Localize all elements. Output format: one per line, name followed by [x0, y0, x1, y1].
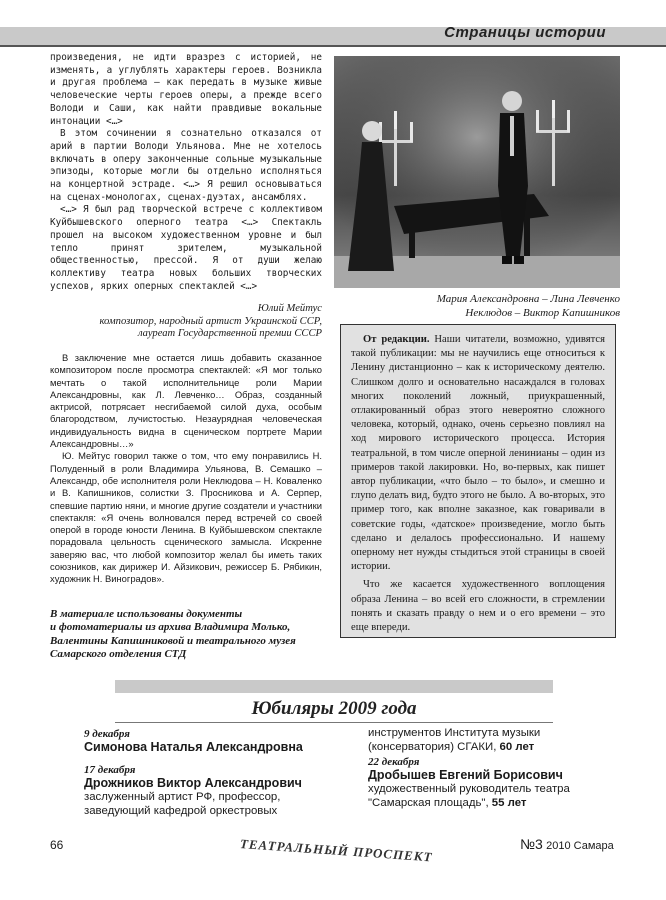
signature: [50, 303, 322, 341]
jubilee-name: Дробышев Евгений Борисович: [368, 768, 563, 782]
jubilee-desc: заведующий кафедрой оркестровых: [84, 805, 278, 817]
jubilee-desc: художественный руководитель театра: [368, 783, 570, 795]
letter-paragraph: В этом сочинении я сознательно отказался от арий в партии Володи Ульянова. Мне не хотелось включать в оперу законченные сольные музыкальные эпизоды, которые могли бы отдельно исполняться на концертной эстраде. <…> Я решил основываться на сценах-монологах, сценах-дуэтах, ансамблях.: [50, 128, 322, 203]
magazine-logo: ТЕАТРАЛЬНЫЙ ПРОСПЕКТ: [239, 836, 434, 865]
stage-photo: [334, 56, 620, 288]
editor-note-text: [351, 333, 605, 635]
signature-name: Юлий Мейтус: [257, 303, 322, 314]
body-paragraph: Ю. Мейтус говорил также о том, что ему понравились Н. Полуденный в роли Владимира Ульянова, В. Семашко – Александр, обе исполнителя роли Неклюдова – Н. Коваленко и В. Капишников, солистки З. Просникова и А. Серпер, спевшие партию няни, и многие другие создатели и участники спектакля: «Я очень волновался перед встречей со своей оперой в городе юности Ленина. В Куйбышевском спектакле порадовала цельность сценического замысла. Искренне заверяю вас, что любой композитор желал бы иметь таких союзников, как дирижер И. Айзикович, режиссер Б. Рябикин, художник Н. Виноградов».: [50, 450, 323, 585]
jubilee-desc-text: "Самарская площадь",: [368, 797, 489, 809]
jubilee-desc: [368, 796, 628, 810]
article-body: [50, 352, 322, 586]
credit-line: В материале использованы документы: [50, 608, 243, 620]
page-number: 66: [50, 838, 64, 852]
issue-number: №3: [520, 836, 543, 852]
editor-note-box: [340, 324, 616, 638]
editor-note-paragraph: Наши читатели, возможно, удивятся такой публикации: мы не научились еще относиться к Ленину дистанционно – как к историческому деятелю. Слишком долго и основательно насаждался в головах многих поколений ложный, приукрашенный, отлакированный образ этого невероятно сложного человека, который, однако, очень серьезно повлиял на ход мирового исторического процесса. История театральной, в том числе оперной ленинианы – один из примеров такой лакировки. Но, во-первых, как пишет автор публикации, «что было – то было», и смешно и глупо делать вид, будто этого не было. А во-вторых, это пример того, как вполне заказное, как говаривали в советские годы, «датское» произведение, могло быть сделано и делалось профессионально. И нашему оперному нет нужды стыдиться этой страницы в своей истории.: [351, 334, 605, 573]
jubilees-bar: [115, 680, 553, 693]
jubilee-age: 55 лет: [491, 797, 527, 809]
stage-photo-illustration: [334, 56, 620, 288]
materials-credit: [50, 608, 322, 662]
jubilee-age: 60 лет: [499, 741, 535, 753]
jubilee-desc: [368, 740, 628, 754]
issue-rest: 2010 Самара: [546, 840, 614, 852]
issue-info: [520, 836, 614, 852]
jubilees-title: Юбиляры 2009 года: [251, 698, 417, 719]
signature-award: лауреат Государственной премии СССР: [137, 328, 322, 339]
signature-title: композитор, народный артист Украинской ССР,: [99, 315, 322, 327]
jubilees-right-column: [368, 726, 628, 810]
section-title: Страницы истории: [444, 24, 606, 41]
credit-line: и фотоматериалы из архива Владимира Молько, Валентины Капишниковой и театрального музея Самарского отделения СТД: [50, 621, 296, 661]
photo-caption: [334, 292, 620, 320]
jubilee-desc-text: (консерватория) СГАКИ,: [368, 741, 497, 753]
body-paragraph: В заключение мне остается лишь добавить сказанное композитором после просмотра спектаклей: «Я мог только мечтать о такой исполнительнице роли Марии Александровны, как Л. Левченко… Образ, созданный актрисой, потрясает несгибаемой силой духа, особым благородством, лучистостью. Незаурядная человеческая индивидуальность видна в сценическом портрете Марии Александровны…»: [50, 352, 322, 450]
letter-text: [50, 52, 322, 293]
jubilee-date: 9 декабря: [84, 728, 130, 740]
jubilees-left-column: [84, 728, 354, 818]
letter-paragraph: произведения, не идти вразрез с историей, не изменять, а углублять характеры героев. Возникла и другая проблема – как передать в музыке живые человеческие черты героев оперы, а прежде всего Володи и Саши, как найти правдивые вокальные интонации <…>: [50, 52, 322, 127]
editor-note-paragraph: Что же касается художественного воплощения образа Ленина – во всей его сложности, в стремлении понять и сказать правду о нем и о его времени – это еще впереди.: [351, 579, 605, 634]
jubilees-rule: [115, 722, 553, 723]
jubilee-date: 17 декабря: [84, 764, 136, 776]
jubilee-desc: заслуженный артист РФ, профессор,: [84, 791, 281, 803]
jubilee-name: Симонова Наталья Александровна: [84, 740, 303, 754]
jubilee-date: 22 декабря: [368, 756, 420, 768]
caption-line: Неклюдов – Виктор Капишников: [465, 307, 620, 319]
letter-paragraph: <…> Я был рад творческой встрече с коллективом Куйбышевского оперного театра <…> Спектакль прошел на высоком художественном уровне и был тепло принят зрителем, музыкальной общественностью, прессой. Я от души желаю коллективу театра новых больших творческих успехов, ярких оперных спектаклей <…>: [50, 204, 322, 292]
jubilee-name: Дрожников Виктор Александрович: [84, 776, 302, 790]
caption-line: Мария Александровна – Лина Левченко: [436, 293, 620, 305]
jubilee-desc: инструментов Института музыки: [368, 727, 541, 739]
header-rule: [0, 45, 666, 47]
editor-note-lead: От редакции.: [363, 334, 430, 345]
